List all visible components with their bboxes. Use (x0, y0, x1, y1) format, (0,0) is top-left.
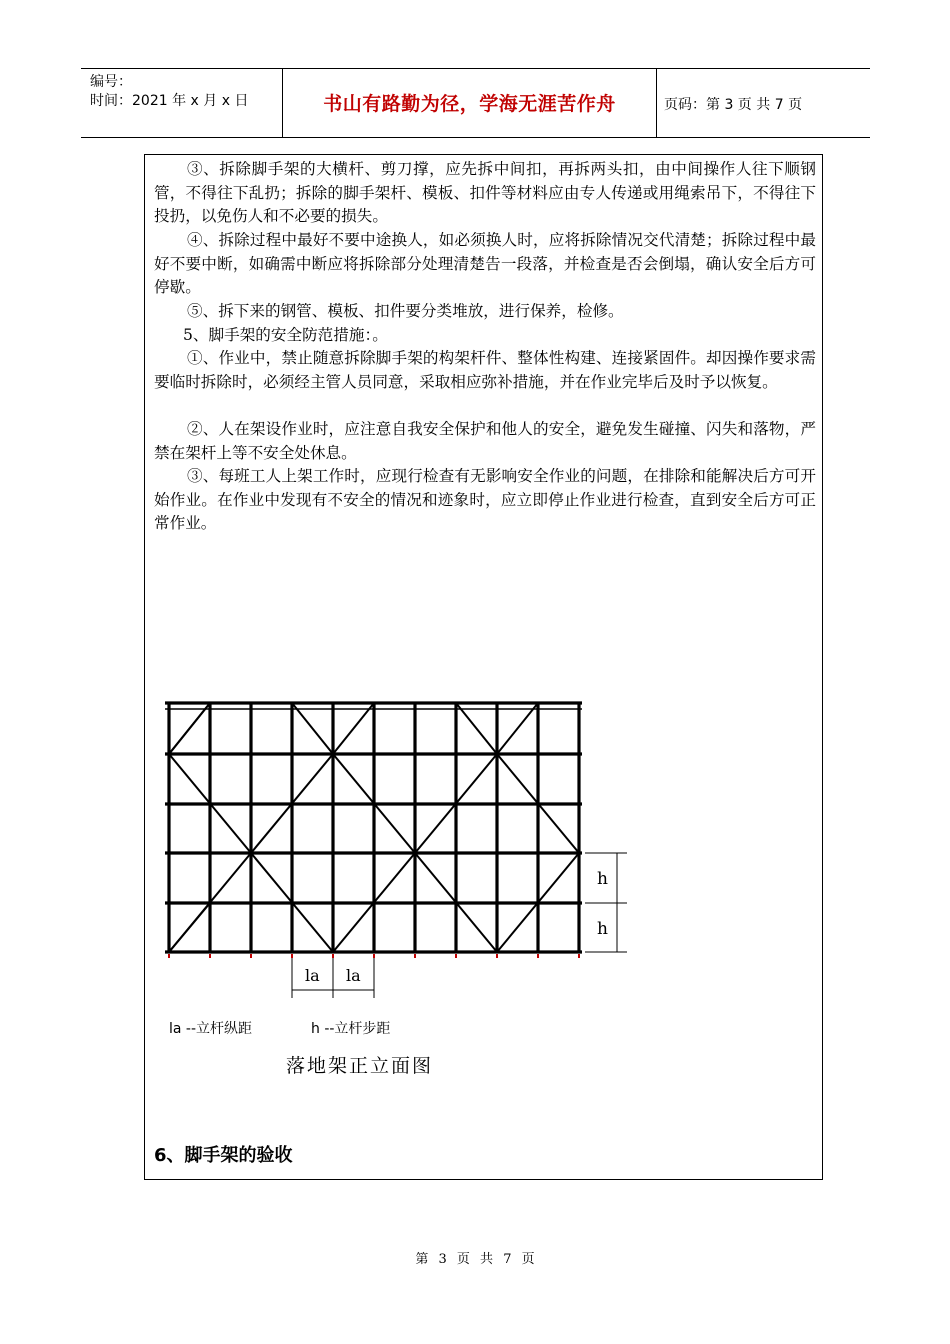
figure-title: 落地架正立面图 (286, 1055, 434, 1077)
header-left-cell (81, 69, 281, 137)
header-motto: 书山有路勤为径，学海无涯苦作舟 (323, 92, 616, 115)
header-page-label: 页码：第 3 页 共 7 页 (664, 97, 803, 113)
paragraph-dismantle-4: ④、拆除过程中最好不要中途换人，如必须换人时，应将拆除情况交代清楚；拆除过程中最好不要中断，如确需中断应将拆除部分处理清楚告一段落，并检查是否会倒塌，确认安全后方可停歇。 (154, 231, 816, 296)
legend-h: h --立杆步距 (311, 1021, 391, 1037)
section-6-heading: 6、脚手架的验收 (154, 1145, 293, 1166)
legend-la: la --立杆纵距 (169, 1021, 253, 1037)
scaffold-elevation-figure (145, 690, 824, 1090)
header-motto-cell (282, 69, 657, 137)
section-5-heading: 5、脚手架的安全防范措施：。 (183, 326, 388, 344)
dim-la-left: la (305, 966, 320, 985)
dim-h-lower: h (597, 919, 608, 939)
page-footer: 第 3 页 共 7 页 (415, 1252, 535, 1267)
paragraph-dismantle-3: ③、拆除脚手架的大横杆、剪刀撑，应先拆中间扣，再拆两头扣，由中间操作人往下顺钢管，不得往下乱扔；拆除的脚手架杆、模板、扣件等材料应由专人传递或用绳索吊下，不得往下投扔，以免伤人和不必要的损失。 (154, 160, 816, 225)
paragraph-dismantle-5: ⑤、拆下来的钢管、模板、扣件要分类堆放，进行保养，检修。 (187, 302, 624, 320)
header-right-cell (656, 69, 870, 137)
page-header (81, 68, 870, 138)
content-box (144, 154, 823, 1180)
dim-la-right: la (346, 966, 361, 985)
paragraph-safety-1: ①、作业中，禁止随意拆除脚手架的构架杆件、整体性构建、连接紧固件。却因操作要求需要临时拆除时，必须经主管人员同意，采取相应弥补措施，并在作业完毕后及时予以恢复。 (154, 349, 816, 391)
time-label: 时间：2021 年 x 月 x 日 (90, 93, 249, 109)
paragraph-safety-2: ②、人在架设作业时，应注意自我安全保护和他人的安全，避免发生碰撞、闪失和落物，严禁在架杆上等不安全处休息。 (154, 420, 816, 462)
paragraph-safety-3: ③、每班工人上架工作时，应现行检查有无影响安全作业的问题，在排除和能解决后方可开始作业。在作业中发现有不安全的情况和迹象时，应立即停止作业进行检查，直到安全后方可正常作业。 (154, 467, 816, 532)
number-label: 编号： (90, 74, 132, 90)
dim-h-upper: h (597, 869, 608, 889)
